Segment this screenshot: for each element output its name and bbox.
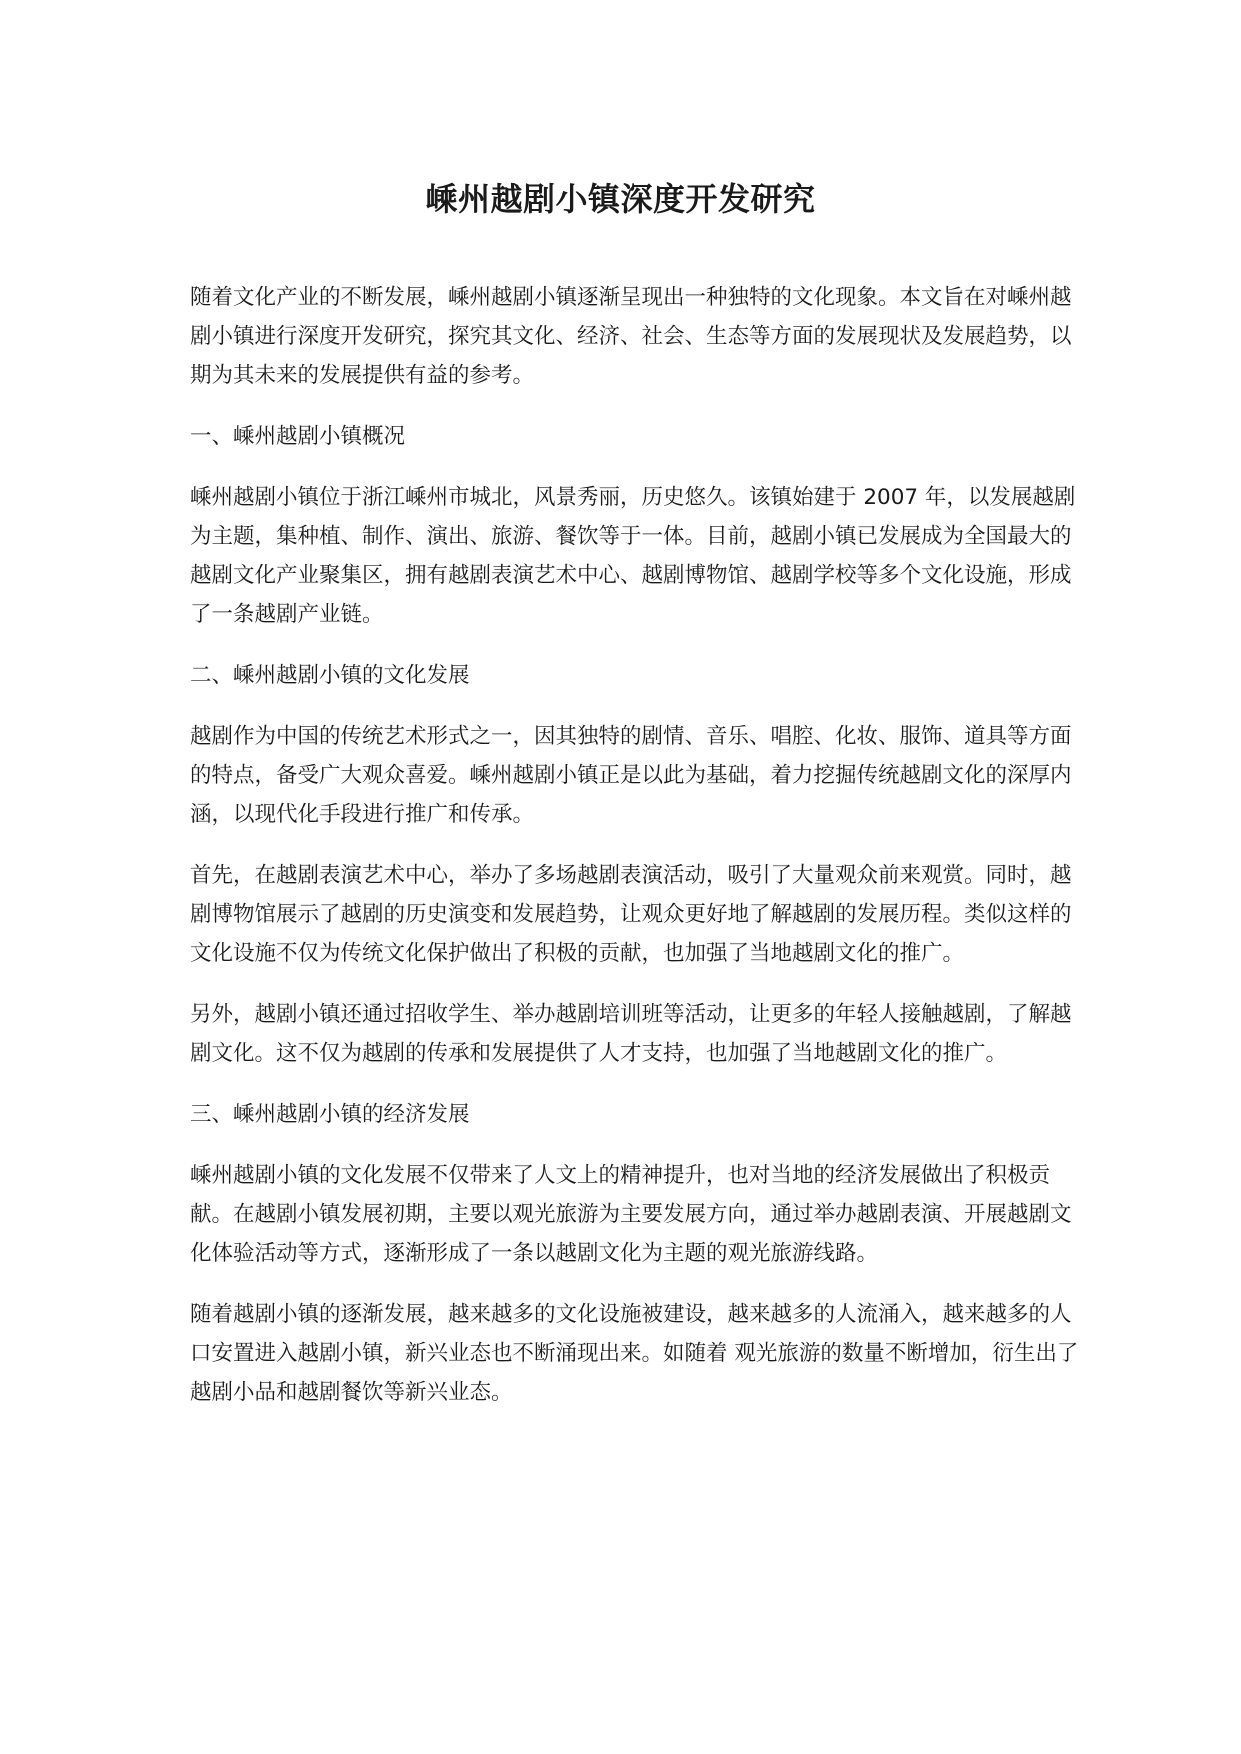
overview-paragraph: 嵊州越剧小镇位于浙江嵊州市城北，风景秀丽，历史悠久。该镇始建于 2007 年，以发展越剧为主题，集种植、制作、演出、旅游、餐饮等于一体。目前，越剧小镇已发展成为全国最大的越剧文化产业聚集区，拥有越剧表演艺术中心、越剧博物馆、越剧学校等多个文化设施，形成了一条越剧产业链。 bbox=[190, 485, 1076, 627]
section-heading-culture: 二、嵊州越剧小镇的文化发展 bbox=[190, 663, 470, 688]
document-body bbox=[190, 278, 1090, 1412]
section-heading-economy: 三、嵊州越剧小镇的经济发展 bbox=[190, 1102, 470, 1127]
culture-paragraph-3: 另外，越剧小镇还通过招收学生、举办越剧培训班等活动，让更多的年轻人接触越剧，了解越剧文化。这不仅为越剧的传承和发展提供了人才支持，也加强了当地越剧文化的推广。 bbox=[190, 1002, 1072, 1066]
culture-paragraph-2: 首先，在越剧表演艺术中心，举办了多场越剧表演活动，吸引了大量观众前来观赏。同时，越剧博物馆展示了越剧的历史演变和发展趋势，让观众更好地了解越剧的发展历程。类似这样的文化设施不仅为传统文化保护做出了积极的贡献，也加强了当地越剧文化的推广。 bbox=[190, 863, 1072, 966]
culture-paragraph-1: 越剧作为中国的传统艺术形式之一，因其独特的剧情、音乐、唱腔、化妆、服饰、道具等方面的特点，备受广大观众喜爱。嵊州越剧小镇正是以此为基础，着力挖掘传统越剧文化的深厚内涵，以现代化手段进行推广和传承。 bbox=[190, 724, 1072, 827]
economy-paragraph-2: 随着越剧小镇的逐渐发展，越来越多的文化设施被建设，越来越多的人流涌入，越来越多的人口安置进入越剧小镇，新兴业态也不断涌现出来。如随着 观光旅游的数量不断增加，衍生出了越剧小品和越剧餐饮等新兴业态。 bbox=[190, 1302, 1079, 1405]
economy-paragraph-1: 嵊州越剧小镇的文化发展不仅带来了人文上的精神提升，也对当地的经济发展做出了积极贡献。在越剧小镇发展初期，主要以观光旅游为主要发展方向，通过举办越剧表演、开展越剧文化体验活动等方式，逐渐形成了一条以越剧文化为主题的观光旅游线路。 bbox=[190, 1163, 1072, 1266]
intro-paragraph: 随着文化产业的不断发展，嵊州越剧小镇逐渐呈现出一种独特的文化现象。本文旨在对嵊州越剧小镇进行深度开发研究，探究其文化、经济、社会、生态等方面的发展现状及发展趋势，以期为其未来的发展提供有益的参考。 bbox=[190, 285, 1072, 388]
section-heading-overview: 一、嵊州越剧小镇概况 bbox=[190, 424, 406, 449]
document-title: 嵊州越剧小镇深度开发研究 bbox=[425, 180, 816, 218]
